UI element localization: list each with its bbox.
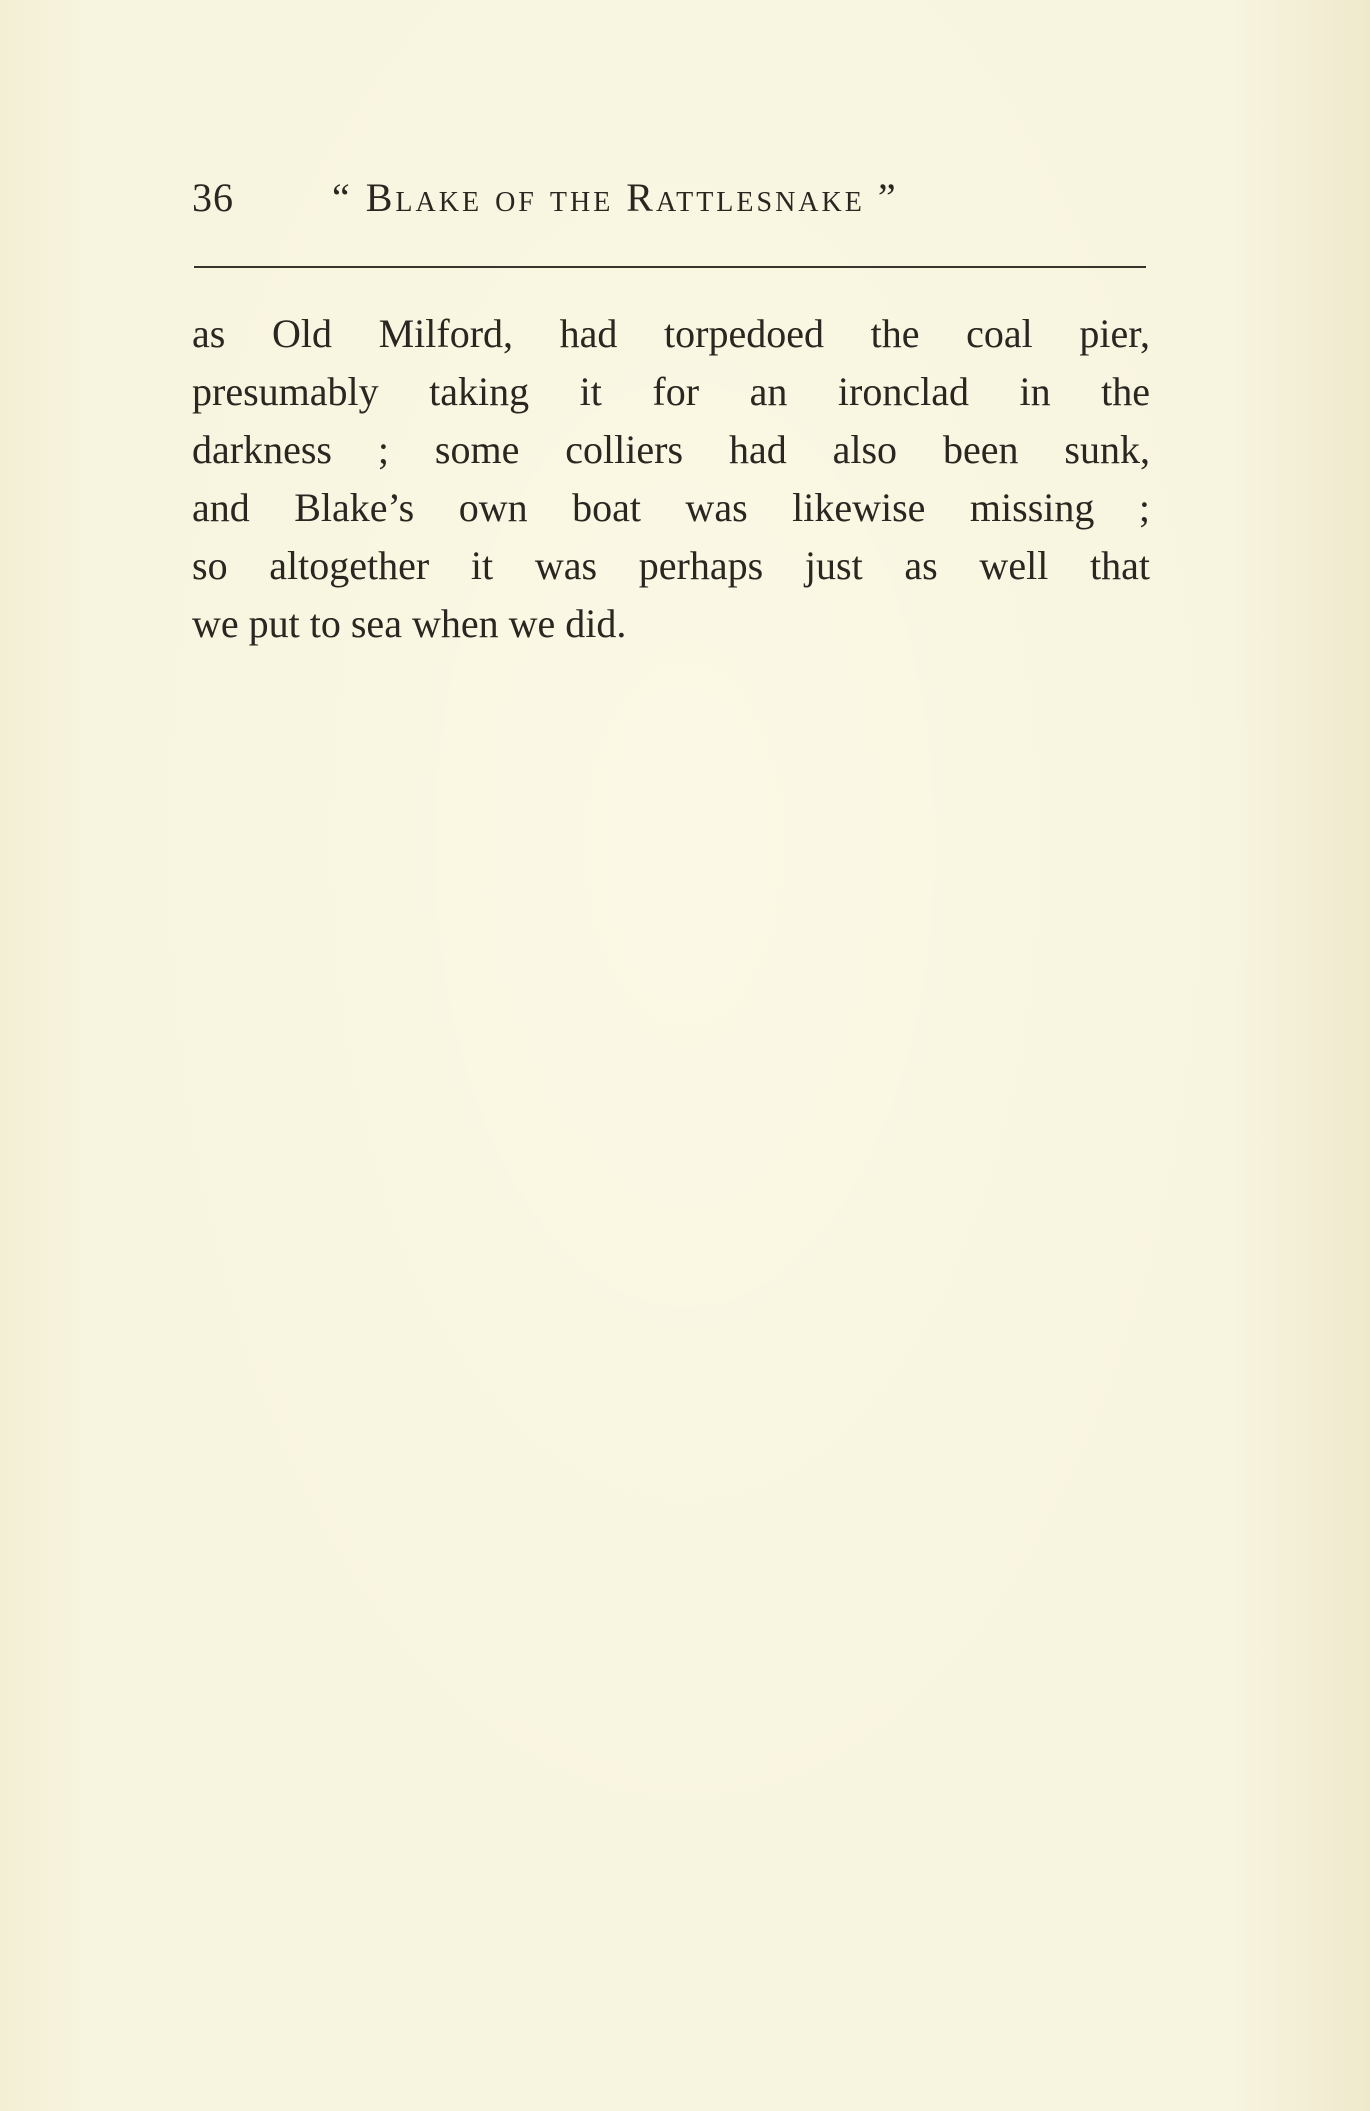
text-line: presumably taking it for an ironclad in the	[192, 369, 1150, 414]
text-line: darkness ; some colliers had also been sunk,	[192, 427, 1150, 472]
header-rule	[194, 266, 1146, 268]
page-number: 36	[192, 175, 234, 220]
running-head	[192, 168, 1152, 228]
text-line: as Old Milford, had torpedoed the coal pier,	[192, 311, 1150, 356]
text-line: so altogether it was perhaps just as well that	[192, 543, 1150, 588]
text-line: we put to sea when we did.	[192, 601, 627, 646]
body-text	[192, 305, 1150, 653]
text-line: and Blake’s own boat was likewise missing ;	[192, 485, 1150, 530]
running-title: “ Blake of the Rattlesnake ”	[332, 175, 899, 220]
